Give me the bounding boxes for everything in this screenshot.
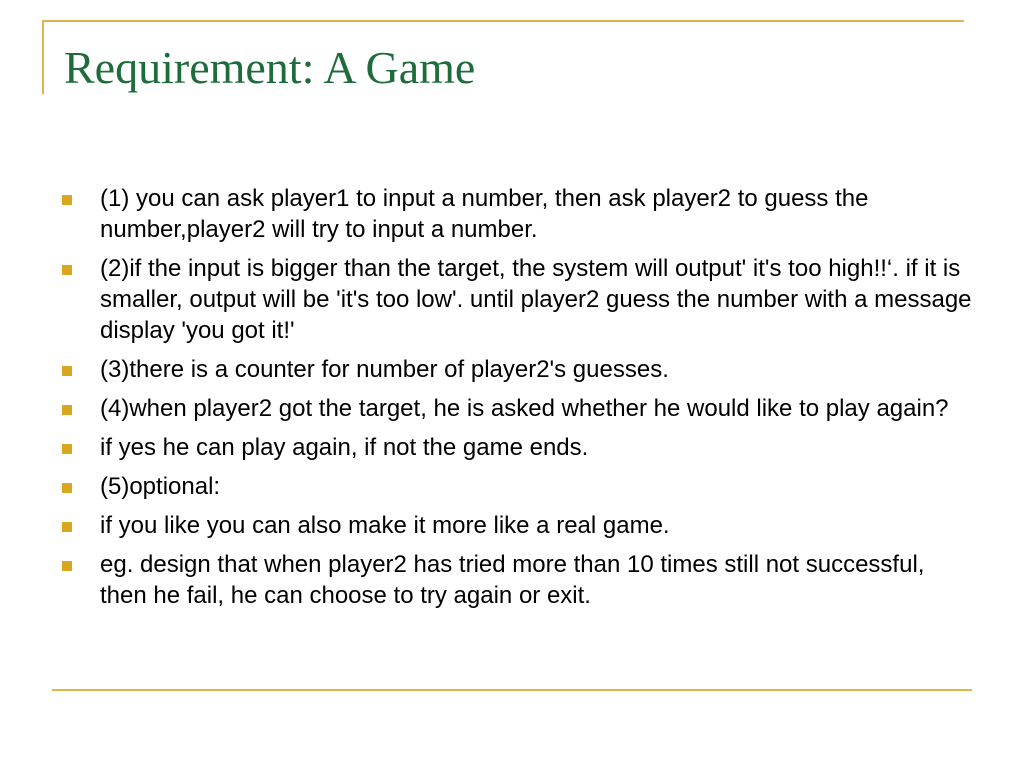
- title-frame-top-rule: [42, 20, 964, 22]
- bullet-item: [62, 393, 972, 424]
- title-frame-left-rule: [42, 20, 44, 94]
- square-bullet-icon: [62, 522, 72, 532]
- bullet-text: eg. design that when player2 has tried more than 10 times still not successful, then he fail, he can choose to try again or exit.: [100, 551, 925, 609]
- bullet-text: (3)there is a counter for number of player2's guesses.: [100, 356, 669, 383]
- square-bullet-icon: [62, 561, 72, 571]
- bullet-list: [62, 183, 972, 619]
- bullet-text: (2)if the input is bigger than the target, the system will output' it's too high!!‘. if it is smaller, output will be 'it's too low'. until player2 guess the number with a message display 'you got it!': [100, 255, 972, 344]
- slide-title: Requirement: A Game: [64, 42, 476, 93]
- bullet-text: if you like you can also make it more like a real game.: [100, 512, 670, 539]
- square-bullet-icon: [62, 366, 72, 376]
- bullet-item: [62, 549, 972, 611]
- bullet-item: [62, 510, 972, 541]
- bullet-text: (5)optional:: [100, 473, 221, 500]
- square-bullet-icon: [62, 405, 72, 415]
- bottom-rule: [52, 689, 972, 691]
- bullet-item: [62, 183, 972, 245]
- bullet-item: [62, 432, 972, 463]
- bullet-item: [62, 471, 972, 502]
- square-bullet-icon: [62, 265, 72, 275]
- square-bullet-icon: [62, 195, 72, 205]
- bullet-item: [62, 253, 972, 346]
- square-bullet-icon: [62, 483, 72, 493]
- bullet-text: (1) you can ask player1 to input a number, then ask player2 to guess the number,player2 will try to input a number.: [100, 185, 869, 243]
- square-bullet-icon: [62, 444, 72, 454]
- bullet-text: (4)when player2 got the target, he is asked whether he would like to play again?: [100, 395, 949, 422]
- bullet-item: [62, 354, 972, 385]
- bullet-text: if yes he can play again, if not the game ends.: [100, 434, 589, 461]
